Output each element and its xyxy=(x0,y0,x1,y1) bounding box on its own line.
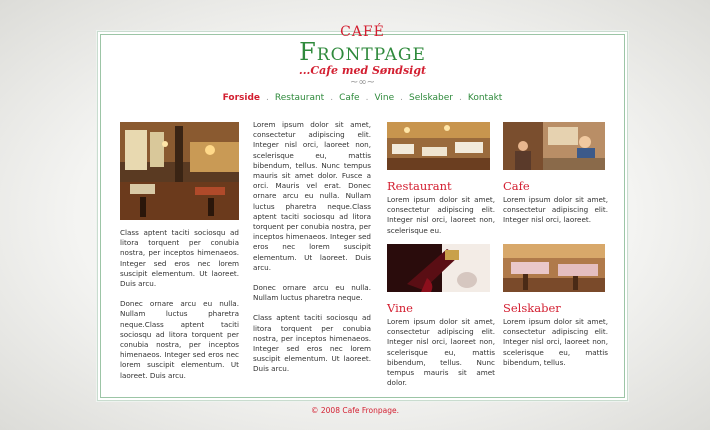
nav-item-cafe[interactable]: Cafe xyxy=(339,93,360,103)
logo-frontpage-text: Frontpage xyxy=(299,38,426,66)
restaurant-heading[interactable]: Restaurant xyxy=(387,179,452,193)
logo-cafe-text: CAFÉ xyxy=(340,24,385,40)
middle-paragraph-1: Lorem ipsum dolor sit amet, consectetur adipiscing elit. Integer nisl orci, laoreet non, scelerisque eu, mattis bibendum, tellus. Nunc tempus mauris sit amet dolor. Fusce a orci. Mauris vel erat. Donec ornare arcu eu nulla. Nullam luctus pharetra neque.Class aptent taciti sociosqu ad litora torquent per conubia nostra, per inceptos himenaeos. Integer sed eros nec lorem suscipit elementum. Ut laoreet. Duis arcu. xyxy=(253,120,371,272)
main-panel xyxy=(97,24,628,401)
vine-text: Lorem ipsum dolor sit amet, consectetur adipiscing elit. Integer nisl orci, laoreet non, scelerisque eu, mattis bibendum, tellus. Nunc tempus mauris sit amet dolor. xyxy=(387,317,495,388)
selskaber-heading[interactable]: Selskaber xyxy=(503,301,561,315)
cafe-heading[interactable]: Cafe xyxy=(503,179,530,193)
vine-heading[interactable]: Vine xyxy=(387,301,413,315)
interior-photo xyxy=(120,122,239,220)
left-paragraph-2: Donec ornare arcu eu nulla. Nullam luctus pharetra neque.Class aptent taciti sociosqu ad litora torquent per conubia nostra, per inceptos himenaeos. Integer sed eros nec lorem suscipit elementum. Ut laoreet. Duis arcu. xyxy=(120,299,239,380)
restaurant-photo[interactable] xyxy=(387,122,490,170)
nav-separator: . xyxy=(365,93,369,103)
nav-separator: . xyxy=(330,93,334,103)
logo-swirl-ornament: ~∞~ xyxy=(349,77,376,88)
middle-column-text xyxy=(253,120,371,385)
nav-separator: . xyxy=(266,93,269,103)
selskaber-text: Lorem ipsum dolor sit amet, consectetur adipiscing elit. Integer nisl orci, laoreet non, scelerisque eu, mattis bibendum, tellus. xyxy=(503,317,608,367)
nav-item-kontakt[interactable]: Kontakt xyxy=(467,93,503,103)
selskaber-photo[interactable] xyxy=(503,244,605,292)
nav-item-forside[interactable]: Forside xyxy=(222,93,261,103)
cafe-text: Lorem ipsum dolor sit amet, consectetur adipiscing elit. Integer nisl orci, laoreet. xyxy=(503,195,608,225)
cafe-photo[interactable] xyxy=(503,122,605,170)
nav-item-selskaber[interactable]: Selskaber xyxy=(409,93,454,103)
nav-separator: . xyxy=(400,93,404,103)
main-nav xyxy=(98,93,627,103)
vine-photo[interactable] xyxy=(387,244,490,292)
left-column-text xyxy=(120,228,239,391)
nav-item-restaurant[interactable]: Restaurant xyxy=(274,93,325,103)
nav-item-vine[interactable]: Vine xyxy=(374,93,395,103)
footer-copyright: © 2008 Cafe Fronpage. xyxy=(311,406,399,415)
nav-separator: . xyxy=(459,93,462,103)
site-logo[interactable] xyxy=(98,24,627,88)
logo-tagline: ...Cafe med Søndsigt xyxy=(298,64,427,77)
middle-paragraph-2: Donec ornare arcu eu nulla. Nullam luctus pharetra neque. xyxy=(253,283,371,303)
middle-paragraph-3: Class aptent taciti sociosqu ad litora torquent per conubia nostra, per inceptos himenaeos. Integer sed eros nec lorem suscipit elementum. Ut laoreet. Duis arcu. xyxy=(253,313,371,374)
restaurant-text: Lorem ipsum dolor sit amet, consectetur adipiscing elit. Integer nisl orci, laoreet non, scelerisque eu. xyxy=(387,195,495,235)
left-paragraph-1: Class aptent taciti sociosqu ad litora torquent per conubia nostra, per inceptos himenaeos. Integer sed eros nec lorem suscipit elementum. Ut laoreet. Duis arcu. xyxy=(120,228,239,289)
